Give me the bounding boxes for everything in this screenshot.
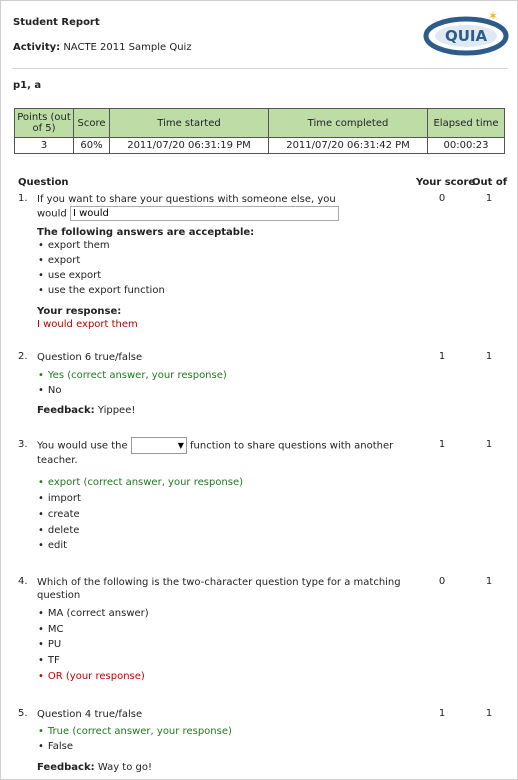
question-text-line: If you want to share your questions with someone else, you [37, 194, 336, 205]
your-response-label: Your response: [37, 306, 122, 317]
elapsed-header: Elapsed time [428, 109, 505, 138]
question-column-header: Question [18, 177, 69, 188]
chevron-down-icon: ▼ [177, 441, 184, 450]
question-score: 1 [438, 351, 446, 362]
activity-label: Activity: [13, 42, 61, 53]
student-name: p1, a [13, 80, 42, 91]
acceptable-answer: • export them [38, 240, 110, 251]
question-score: 1 [438, 708, 446, 719]
summary-table [14, 108, 505, 154]
feedback-label: Feedback: [37, 762, 95, 773]
answer-option: • OR (your response) [38, 671, 145, 682]
question-out-of: 1 [485, 351, 493, 362]
answer-dropdown[interactable] [131, 437, 187, 454]
logo-text: QUIA [444, 27, 488, 45]
header-divider [12, 68, 508, 69]
question-number: 5. [18, 708, 28, 719]
time-started-value: 2011/07/20 06:31:19 PM [110, 138, 269, 154]
score-header: Score [74, 109, 110, 138]
answer-option: • True (correct answer, your response) [38, 726, 232, 737]
answer-option: • PU [38, 639, 61, 650]
question-text: Question 4 true/false [37, 709, 143, 720]
activity-line [13, 42, 192, 53]
elapsed-value: 00:00:23 [428, 138, 505, 154]
feedback-text: Yippee! [97, 405, 136, 416]
feedback-text: Way to go! [97, 762, 152, 773]
question-number: 3. [18, 439, 28, 450]
question-text [37, 576, 409, 602]
report-title: Student Report [13, 17, 100, 28]
answer-option: • MA (correct answer) [38, 608, 149, 619]
question-out-of: 1 [485, 576, 493, 587]
quia-logo [420, 8, 512, 60]
answer-option: • No [38, 385, 62, 396]
answer-option: • export (correct answer, your response) [38, 477, 243, 488]
points-value: 3 [15, 138, 74, 154]
time-started-header: Time started [110, 109, 269, 138]
question-text [37, 193, 397, 221]
question-text-line: question [37, 590, 81, 601]
answer-option: • import [38, 493, 81, 504]
answer-option: • TF [38, 655, 60, 666]
question-text-line: Which of the following is the two-character question type for a matching [37, 577, 401, 588]
score-value: 60% [74, 138, 110, 154]
answer-option: • Yes (correct answer, your response) [38, 370, 227, 381]
time-completed-header: Time completed [269, 109, 428, 138]
answer-option: • MC [38, 624, 64, 635]
question-text-line: function to share questions with another [190, 440, 394, 452]
question-out-of: 1 [485, 193, 493, 204]
answer-option: • False [38, 741, 73, 752]
question-number: 4. [18, 576, 28, 587]
question-text-line: You would use the [37, 440, 128, 452]
points-header: Points (out of 5) [15, 109, 74, 138]
acceptable-answers-label: The following answers are acceptable: [37, 227, 255, 238]
feedback-label: Feedback: [37, 405, 95, 416]
feedback [37, 404, 397, 417]
out-of-column-header: Out of [472, 177, 508, 188]
answer-input[interactable]: I would [70, 206, 339, 221]
feedback [37, 761, 397, 774]
question-text-line: teacher. [37, 455, 78, 466]
acceptable-answer: • use export [38, 270, 101, 281]
question-out-of: 1 [485, 708, 493, 719]
question-score: 0 [438, 576, 446, 587]
question-text [37, 437, 407, 467]
question-out-of: 1 [485, 439, 493, 450]
your-response-value: I would export them [37, 319, 138, 330]
your-score-column-header: Your score [416, 177, 476, 188]
answer-option: • create [38, 509, 80, 520]
answer-option: • edit [38, 540, 67, 551]
question-score: 0 [438, 193, 446, 204]
acceptable-answer: • use the export function [38, 285, 165, 296]
svg-text:✶: ✶ [488, 9, 499, 23]
question-number: 2. [18, 351, 28, 362]
time-completed-value: 2011/07/20 06:31:42 PM [269, 138, 428, 154]
activity-name: NACTE 2011 Sample Quiz [63, 42, 192, 53]
question-text: Question 6 true/false [37, 352, 143, 363]
question-text-line: would [37, 208, 67, 220]
question-number: 1. [18, 193, 28, 204]
acceptable-answer: • export [38, 255, 80, 266]
answer-option: • delete [38, 525, 79, 536]
question-score: 1 [438, 439, 446, 450]
